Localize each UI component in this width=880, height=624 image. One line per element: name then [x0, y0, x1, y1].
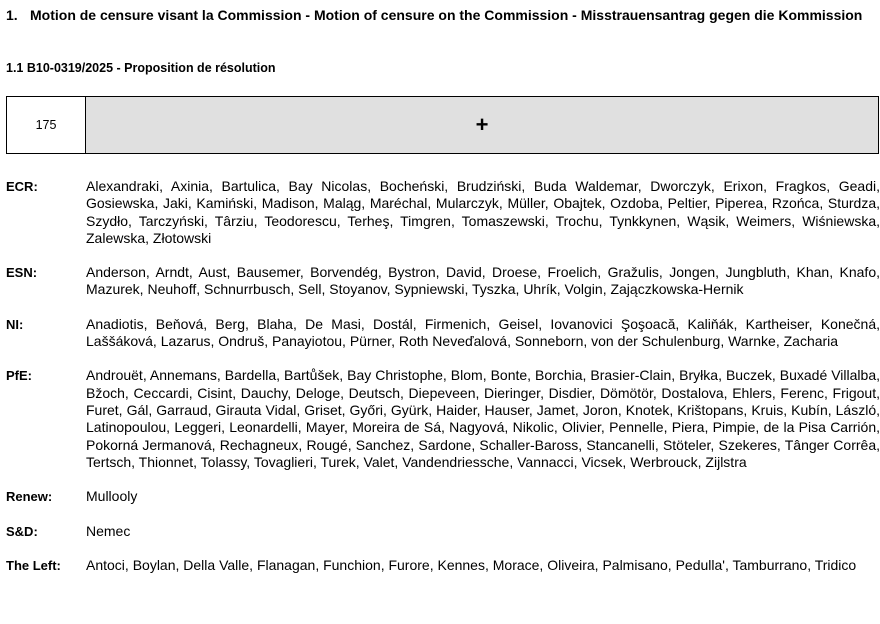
subsection-title: 1.1 B10-0319/2025 - Proposition de résolution: [6, 61, 276, 75]
group-row-ni: [6, 316, 880, 351]
group-row-renew: [6, 488, 880, 506]
vote-result-symbol: +: [86, 97, 878, 153]
group-label: S&D:: [6, 523, 38, 539]
section-number: 1.: [6, 7, 18, 23]
group-label: NI:: [6, 316, 24, 332]
group-members: Androuët, Annemans, Bardella, Bartůšek, Bay Christophe, Blom, Bonte, Borchia, Brasier-Clain, Bryłka, Buczek, Buxadé Villalba, Bžoch, Ceccardi, Cisint, Dauchy, Deloge, Deutsch, Diepeveen, Dieringer, Disdier, Dömötör, Dostalova, Ehlers, Ferenc, Frigout, Furet, Gál, Garraud, Girauta Vidal, Griset, Győri, Gyürk, Haider, Hauser, Jamet, Joron, Knotek, Krištopans, Kruis, Kubín, László, Latinopoulou, Leggeri, Leonardelli, Mayer, Moreira de Sá, Nagyová, Nikolic, Olivier, Pennelle, Piera, Pimpie, de la Pisa Carrión, Pokorná Jermanová, Rechagneux, Rougé, Sanchez, Sardone, Schaller-Baross, Stancanelli, Stöteler, Szekeres, Tânger Corrêa, Tertsch, Thionnet, Tolassy, Tovaglieri, Turek, Valet, Vandendriessche, Vannacci, Vicsek, Werbrouck, Zijlstra: [86, 367, 880, 470]
group-members: Anadiotis, Beňová, Berg, Blaha, De Masi, Dostál, Firmenich, Geisel, Iovanovici Şoşoacă, Kaliňák, Kartheiser, Konečná, Laššáková, Lazarus, Ondruš, Panayiotou, Pürner, Roth Neveďalová, Sonneborn, von der Schulenburg, Warnke, Zacharia: [86, 315, 880, 350]
group-row-pfe: [6, 367, 880, 471]
group-row-the-left: [6, 557, 880, 575]
group-row-sd: [6, 523, 880, 541]
vote-count: 175: [7, 97, 86, 153]
political-groups-list: [6, 178, 880, 592]
group-label: ECR:: [6, 179, 38, 194]
group-label: PfE:: [6, 368, 32, 384]
group-members: Antoci, Boylan, Della Valle, Flanagan, Funchion, Furore, Kennes, Morace, Oliveira, Palmisano, Pedulla', Tamburrano, Tridico: [86, 557, 857, 574]
section-heading: [6, 7, 866, 25]
section-title: Motion de censure visant la Commission - Motion of censure on the Commission - Misstrauensantrag gegen die Kommission: [30, 7, 863, 23]
group-members: Anderson, Arndt, Aust, Bausemer, Borvendég, Bystron, David, Droese, Froelich, Gražulis, Jongen, Jungbluth, Khan, Knafo, Mazurek, Neuhoff, Schnurrbusch, Sell, Stoyanov, Sypniewski, Tyszka, Uhrík, Volgin, Zajączkowska-Hernik: [86, 264, 880, 298]
group-label: The Left:: [6, 558, 61, 574]
group-members: Alexandraki, Axinia, Bartulica, Bay Nicolas, Bocheński, Brudziński, Buda Waldemar, Dworczyk, Erixon, Fragkos, Geadi, Gosiewska, Jaki, Kamiński, Madison, Maląg, Maréchal, Mularczyk, Müller, Obajtek, Ozdoba, Peltier, Piperea, Rzońca, Sturdza, Szydło, Tarczyński, Târziu, Teodorescu, Terheş, Timgren, Tomaszewski, Trochu, Tynkkynen, Wąsik, Weimers, Wiśniewska, Zalewska, Złotowski: [86, 178, 880, 246]
group-label: Renew:: [6, 489, 53, 505]
group-members: Mullooly: [86, 488, 138, 505]
group-label: ESN:: [6, 265, 38, 281]
group-row-esn: [6, 264, 880, 299]
vote-result-box: [6, 96, 879, 154]
group-row-ecr: [6, 178, 880, 247]
group-members: Nemec: [86, 522, 131, 539]
